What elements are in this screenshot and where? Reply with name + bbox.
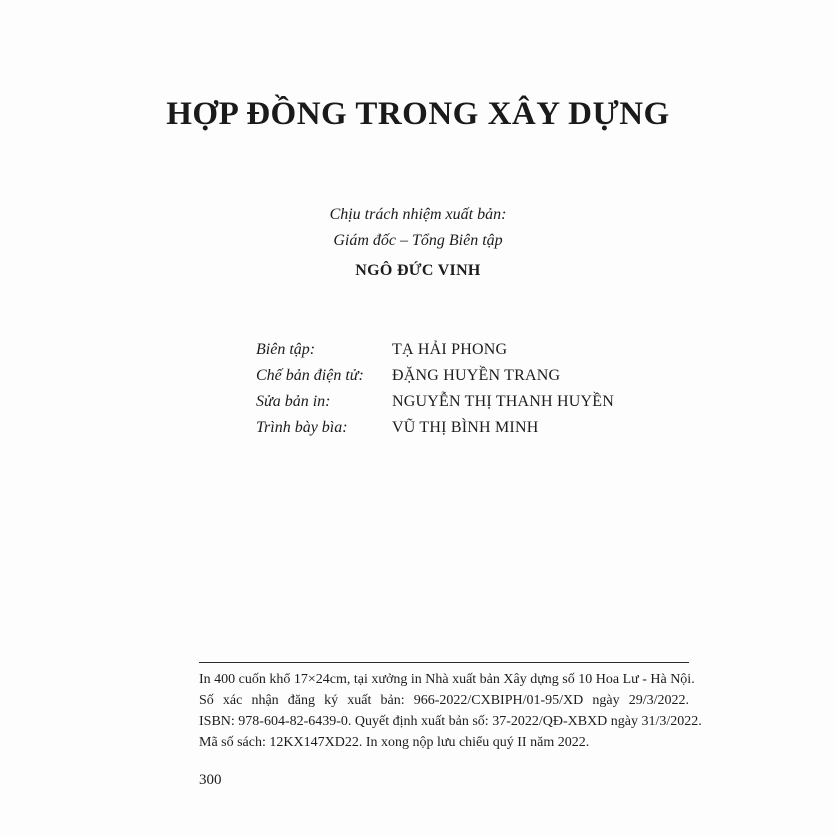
director-title: Giám đốc – Tổng Biên tập — [333, 232, 503, 249]
credit-role: Trình bày bìa: — [256, 419, 348, 436]
imprint-line-registration: Số xác nhận đăng ký xuất bản: 966-2022/CXBIPH/01-95/XD ngày 29/3/2022. — [199, 693, 689, 708]
credit-row-proofreading — [256, 389, 614, 415]
credit-name: TẠ HẢI PHONG — [392, 341, 508, 358]
imprint-line-book-code: Mã số sách: 12KX147XD22. In xong nộp lưu chiểu quý II năm 2022. — [199, 735, 590, 750]
credit-row-typesetting — [256, 363, 614, 389]
page-number: 300 — [199, 772, 222, 788]
director-name: NGÔ ĐỨC VINH — [355, 262, 481, 279]
credit-row-editor — [256, 337, 614, 363]
credit-name: ĐẶNG HUYỀN TRANG — [392, 367, 561, 384]
credit-role: Chế bản điện tử: — [256, 367, 364, 384]
credit-name: VŨ THỊ BÌNH MINH — [392, 419, 539, 436]
imprint-line-print-run: In 400 cuốn khổ 17×24cm, tại xưởng in Nhà xuất bản Xây dựng số 10 Hoa Lư - Hà Nội. — [199, 672, 695, 687]
publishing-responsibility — [0, 202, 836, 284]
credit-role: Sửa bản in: — [256, 393, 331, 410]
imprint-line-isbn: ISBN: 978-604-82-6439-0. Quyết định xuất bản số: 37-2022/QĐ-XBXD ngày 31/3/2022. — [199, 714, 702, 729]
credit-row-cover-design — [256, 415, 614, 441]
credit-name: NGUYỄN THỊ THANH HUYỀN — [392, 393, 615, 410]
credits-list — [256, 337, 614, 441]
imprint-block — [199, 662, 702, 753]
book-title: HỢP ĐỒNG TRONG XÂY DỰNG — [166, 96, 670, 132]
credit-role: Biên tập: — [256, 341, 316, 358]
responsibility-label: Chịu trách nhiệm xuất bản: — [329, 206, 507, 223]
